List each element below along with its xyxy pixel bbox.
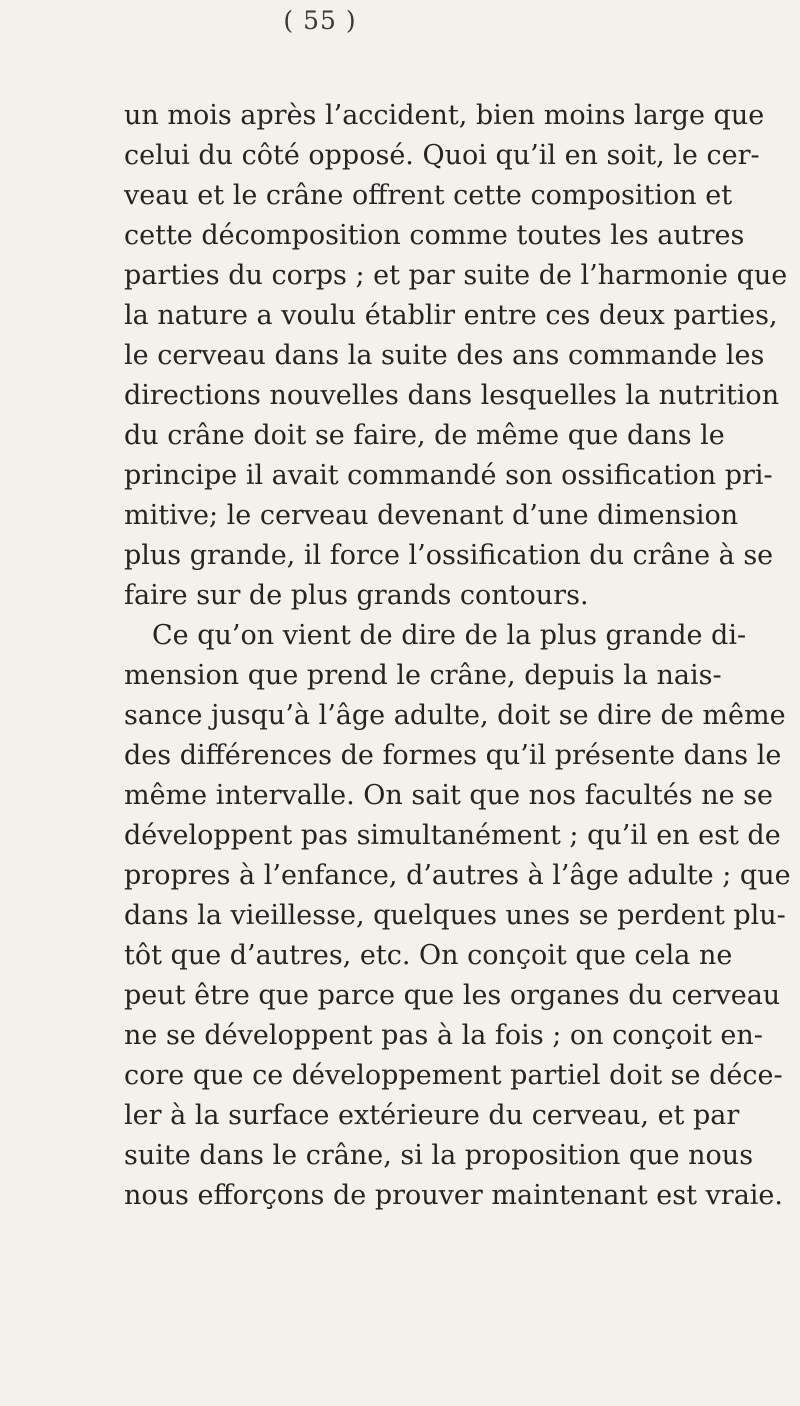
text-line: ler à la surface extérieure du cerveau, et par xyxy=(124,1100,740,1131)
text-line: développent pas simultanément ; qu’il en est de xyxy=(124,820,781,851)
text-line: mitive; le cerveau devenant d’une dimension xyxy=(124,500,739,531)
text-line: core que ce développement partiel doit se déce- xyxy=(124,1060,783,1091)
text-line: des différences de formes qu’il présente dans le xyxy=(124,740,782,771)
text-line: suite dans le crâne, si la proposition que nous xyxy=(124,1140,754,1171)
text-line: le cerveau dans la suite des ans commande les xyxy=(124,340,765,371)
paragraph-2 xyxy=(124,616,791,1216)
text-line: mension que prend le crâne, depuis la nais- xyxy=(124,660,722,691)
body-text xyxy=(124,96,791,1216)
text-line: propres à l’enfance, d’autres à l’âge adulte ; que xyxy=(124,860,791,891)
paragraph-1 xyxy=(124,96,788,616)
text-line: nous efforçons de prouver maintenant est vraie. xyxy=(124,1180,783,1211)
text-line: même intervalle. On sait que nos facultés ne se xyxy=(124,780,774,811)
text-line: sance jusqu’à l’âge adulte, doit se dire de même xyxy=(124,700,786,731)
text-line: un mois après l’accident, bien moins large que xyxy=(124,100,765,131)
text-line: du crâne doit se faire, de même que dans le xyxy=(124,420,725,451)
text-line: principe il avait commandé son ossification pri- xyxy=(124,460,773,491)
text-line: veau et le crâne offrent cette composition et xyxy=(124,180,733,211)
text-line: directions nouvelles dans lesquelles la nutrition xyxy=(124,380,780,411)
text-line: ne se développent pas à la fois ; on conçoit en- xyxy=(124,1020,763,1051)
text-line: peut être que parce que les organes du cerveau xyxy=(124,980,781,1011)
text-line: plus grande, il force l’ossification du crâne à se xyxy=(124,540,774,571)
page-number: ( 55 ) xyxy=(283,6,357,35)
text-line: tôt que d’autres, etc. On conçoit que cela ne xyxy=(124,940,733,971)
text-line: Ce qu’on vient de dire de la plus grande di- xyxy=(152,620,747,651)
text-line: parties du corps ; et par suite de l’harmonie que xyxy=(124,260,788,291)
text-line: dans la vieillesse, quelques unes se perdent plu- xyxy=(124,900,786,931)
text-line: cette décomposition comme toutes les autres xyxy=(124,220,745,251)
text-line: faire sur de plus grands contours. xyxy=(124,580,589,611)
text-line: la nature a voulu établir entre ces deux parties, xyxy=(124,300,778,331)
text-line: celui du côté opposé. Quoi qu’il en soit, le cer- xyxy=(124,140,760,171)
